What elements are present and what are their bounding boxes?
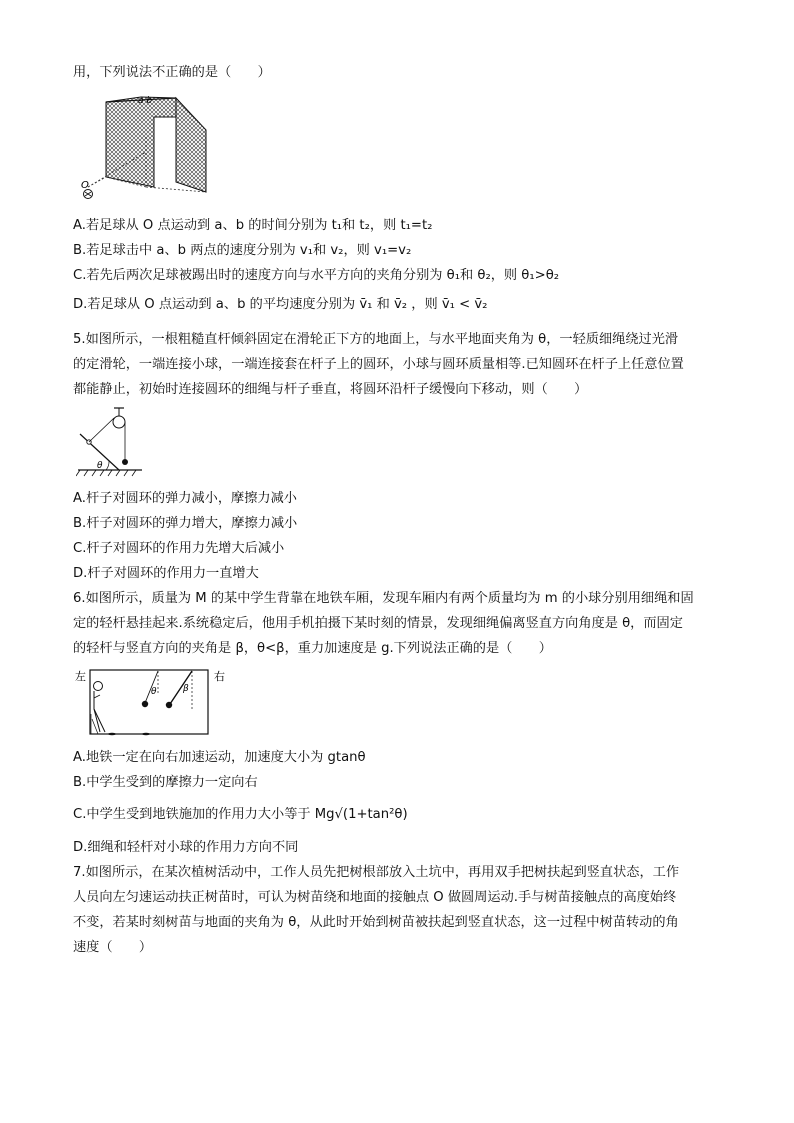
q5-option-b: B.杆子对圆环的弹力增大，摩擦力减小 (73, 516, 298, 531)
q4-option-a: A.若足球从 O 点运动到 a、b 的时间分别为 t₁和 t₂，则 t₁=t₂ (73, 218, 433, 233)
q7-stem-1: 7.如图所示，在某次植树活动中，工作人员先把树根部放入土坑中，再用双手把树扶起到竖直状态，工作 (73, 865, 680, 880)
q4-option-c: C.若先后两次足球被踢出时的速度方向与水平方向的夹角分别为 θ₁和 θ₂，则 θ₁>θ₂ (73, 268, 560, 283)
q6-stem-2: 定的轻杆悬挂起来.系统稳定后，他用手机拍摄下某时刻的情景，发现细绳偏离竖直方向角度是 θ，而固定 (73, 616, 683, 631)
q6-option-a: A.地铁一定在向右加速运动，加速度大小为 gtanθ (73, 750, 366, 765)
q5-stem-3: 都能静止，初始时连接圆环的细绳与杆子垂直，将圆环沿杆子缓慢向下移动，则（ ） (73, 382, 588, 397)
label-theta: θ (97, 461, 103, 471)
q7-stem-2: 人员向左匀速运动扶正树苗时，可认为树苗绕和地面的接触点 O 做圆周运动.手与树苗接触点的高度始终 (73, 890, 677, 905)
q4-option-b: B.若足球击中 a、b 两点的速度分别为 v₁和 v₂，则 v₁=v₂ (73, 243, 412, 258)
q5-option-a: A.杆子对圆环的弹力减小，摩擦力减小 (73, 491, 297, 506)
q7-stem-3: 不变，若某时刻树苗与地面的夹角为 θ，从此时开始到树苗被扶起到竖直状态，这一过程中树苗转动的角 (73, 915, 679, 930)
pulley-icon (113, 416, 125, 428)
ball-icon (142, 701, 148, 707)
q5-stem-1: 5.如图所示，一根粗糙直杆倾斜固定在滑轮正下方的地面上，与水平地面夹角为 θ，一轻质细绳绕过光滑 (73, 332, 679, 347)
q5-option-d: D.杆子对圆环的作用力一直增大 (73, 566, 259, 581)
label-theta: θ (151, 687, 157, 697)
q6-option-b: B.中学生受到的摩擦力一定向右 (73, 775, 258, 790)
q5-option-c: C.杆子对圆环的作用力先增大后减小 (73, 541, 285, 556)
pulley-figure (76, 404, 156, 480)
label-ab: a b (138, 96, 153, 106)
q6-stem-3: 的轻杆与竖直方向的夹角是 β，θ<β，重力加速度是 g.下列说法正确的是（ ） (73, 641, 552, 656)
q4-option-d: D.若足球从 O 点运动到 a、b 的平均速度分别为 v̄₁ 和 v̄₂ ，则 v̄₁ < v̄₂ (73, 297, 488, 312)
goal-figure (76, 92, 236, 202)
q6-option-c: C.中学生受到地铁施加的作用力大小等于 Mg√(1+tan²θ) (73, 807, 408, 822)
q5-stem-2: 的定滑轮，一端连接小球，一端连接套在杆子上的圆环，小球与圆环质量相等.已知圆环在杆子上任意位置 (73, 357, 684, 372)
label-O: O (81, 180, 89, 191)
q7-stem-4: 速度（ ） (73, 940, 153, 955)
ball-icon (166, 702, 172, 708)
student-icon (94, 682, 103, 691)
label-left: 左 (75, 670, 86, 683)
ball-icon (122, 459, 128, 465)
label-beta: β (183, 684, 189, 694)
question-intro: 用，下列说法不正确的是（ ） (73, 65, 271, 80)
q6-stem-1: 6.如图所示，质量为 M 的某中学生背靠在地铁车厢，发现车厢内有两个质量均为 m 的小球分别用细绳和固 (73, 591, 694, 606)
subway-figure (72, 664, 232, 738)
label-right: 右 (214, 670, 225, 683)
q6-option-d: D.细绳和轻杆对小球的作用力方向不同 (73, 840, 299, 855)
